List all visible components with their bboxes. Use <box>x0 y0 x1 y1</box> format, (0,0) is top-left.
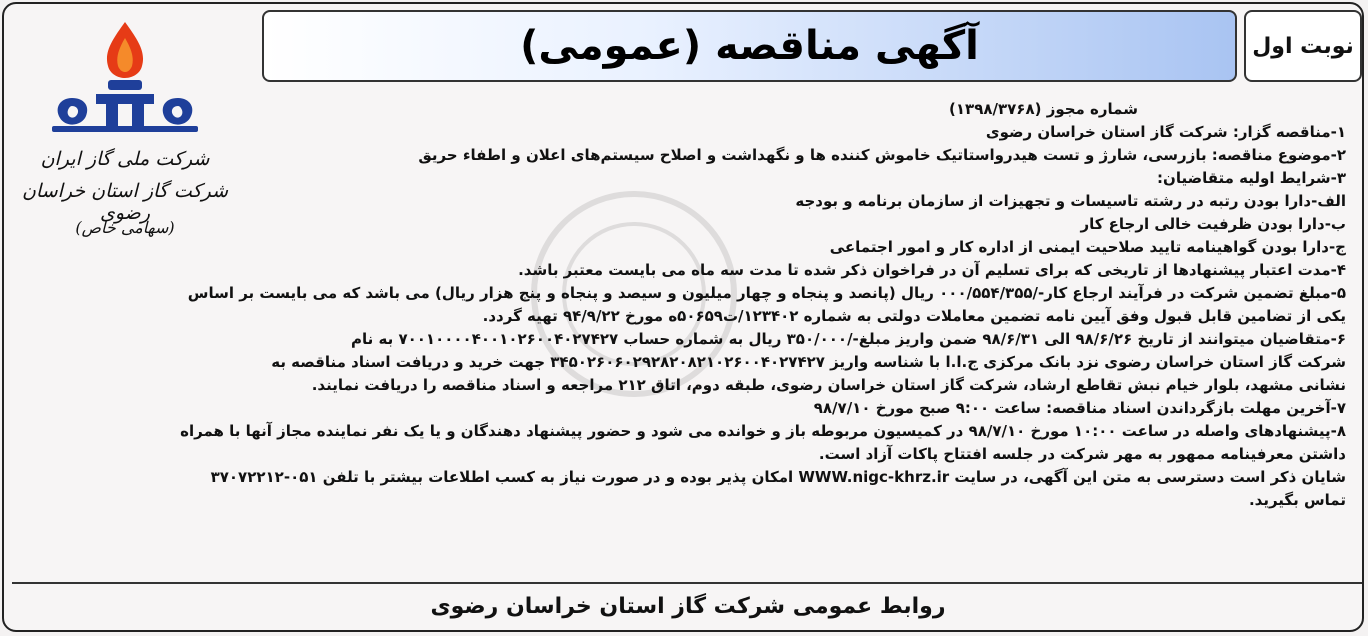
body-line-4: الف-دارا بودن رتبه در رشته تاسیسات و تجهیزات از سازمان برنامه و بودجه <box>795 192 1346 210</box>
notice-body <box>6 98 1346 512</box>
body-line-8: ۵-مبلغ تضمین شرکت در فرآیند ارجاع کار-/۰۰۰/۵۵۴/۳۵۵ ریال (پانصد و پنجاه و چهار میلیون و سیصد و پنجاه و پنج هزار ریال) می باشد که می بایست بر اساس <box>187 284 1346 302</box>
body-line-13: ۷-آخرین مهلت بازگرداندن اسناد مناقصه: ساعت ۹:۰۰ صبح مورخ ۹۸/۷/۱۰ <box>813 399 1346 417</box>
body-line-9: یکی از تضامین قابل قبول وفق آیین نامه تضمین معاملات دولتی به شماره ۱۲۳۴۰۲/ت۵۰۶۵۹ه مورخ ۹۴/۹/۲۲ تهیه گردد. <box>482 307 1346 325</box>
body-line-2: ۲-موضوع مناقصه: بازرسی، شارژ و تست هیدرواستاتیک خاموش کننده ها و نگهداشت و اصلاح سیستم‌های اعلان و اطفاء حریق <box>418 146 1346 164</box>
page-title: آگهی مناقصه (عمومی) <box>520 23 979 69</box>
footer-signature: روابط عمومی شرکت گاز استان خراسان رضوی <box>12 582 1364 628</box>
body-line-14: ۸-پیشنهادهای واصله در ساعت ۱۰:۰۰ مورخ ۹۸/۷/۱۰ در کمیسیون مربوطه باز و خوانده می شود و حضور پیشنهاد دهندگان و یا یک نفر نماینده مجاز آنها با همراه <box>180 422 1346 440</box>
permit-number: شماره مجوز (۱۳۹۸/۳۷۶۸) <box>949 100 1138 118</box>
body-line-11: شرکت گاز استان خراسان رضوی نزد بانک مرکزی ج.ا.ا با شناسه واریز ۳۴۵۰۲۶۰۶۰۲۹۲۸۲۰۸۲۱۰۲۶۰۰۴۰۲۷۴۲۷ جهت خرید و دریافت اسناد مناقصه به <box>271 353 1346 371</box>
body-line-7: ۴-مدت اعتبار پیشنهادها از تاریخی که برای تسلیم آن در فراخوان ذکر شده تا مدت سه ماه می بایست معتبر باشد. <box>518 261 1346 279</box>
body-line-10: ۶-متقاضیان میتوانند از تاریخ ۹۸/۶/۲۶ الی ۹۸/۶/۳۱ ضمن واریز مبلغ-/۳۵۰/۰۰۰ ریال به شماره حساب ۷۰۰۱۰۰۰۰۴۰۰۱۰۲۶۰۰۴۰۲۷۴۲۷ به نام <box>351 330 1346 348</box>
body-line-16: شایان ذکر است دسترسی به متن این آگهی، در سایت WWW.nigc-khrz.ir امکان پذیر بوده و در صورت نیاز به کسب اطلاعات بیشتر با تلفن ۰۵۱-۳۷۰۷۲۲۱۲ <box>210 468 1346 486</box>
title-banner <box>262 10 1237 82</box>
body-line-15: داشتن معرفینامه ممهور به مهر شرکت در جلسه افتتاح پاکات آزاد است. <box>818 445 1346 463</box>
round-badge: نوبت اول <box>1244 10 1362 82</box>
logo-line-province: شرکت گاز استان خراسان رضوی <box>21 180 229 224</box>
body-line-3: ۳-شرایط اولیه متقاضیان: <box>1157 169 1346 187</box>
tender-notice <box>2 2 1364 632</box>
body-line-12: نشانی مشهد، بلوار خیام نبش تقاطع ارشاد، شرکت گاز استان خراسان رضوی، طبقه دوم، اتاق ۲۱۲ مراجعه و اسناد مناقصه را دریافت نمایند. <box>311 376 1346 394</box>
body-line-1: ۱-مناقصه گزار: شرکت گاز استان خراسان رضوی <box>985 123 1346 141</box>
body-line-17: تماس بگیرید. <box>1248 491 1346 509</box>
body-line-5: ب-دارا بودن ظرفیت خالی ارجاع کار <box>1080 215 1346 233</box>
logo-line-company: شرکت ملی گاز ایران <box>40 148 210 170</box>
logo-line-type: (سهامی خاص) <box>75 218 175 237</box>
body-line-6: ج-دارا بودن گواهینامه تایید صلاحیت ایمنی از اداره کار و امور اجتماعی <box>829 238 1346 256</box>
